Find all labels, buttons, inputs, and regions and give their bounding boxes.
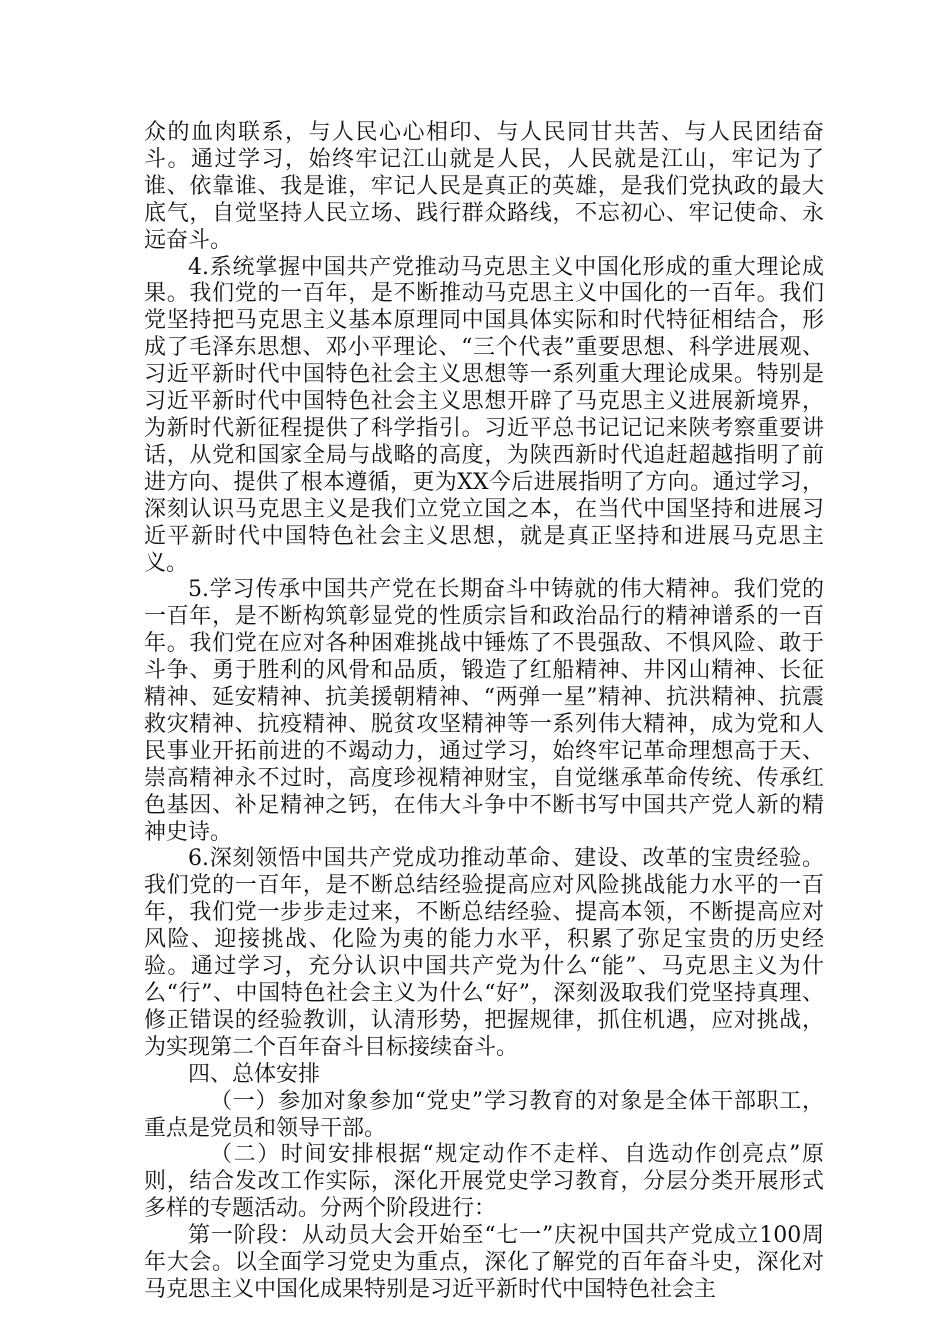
section-heading-overall-arrangement: 四、总体安排 [188, 1061, 321, 1087]
document-page [144, 120, 824, 1304]
paragraph-schedule: （二）时间安排根据“规定动作不走样、自选动作创亮点”原则，结合发改工作实际，深化开展党史学习教育，分层分类开展形式多样的专题活动。分两个阶段进行： [144, 1142, 824, 1222]
paragraph-item-6: 6.深刻领悟中国共产党成功推动革命、建设、改革的宝贵经验。我们党的一百年，是不断总结经验提高应对风险挑战能力水平的一百年，我们党一步步走过来，不断总结经验、提高本领，不断提高应对风险、迎接挑战、化险为夷的能力水平，积累了弥足宝贵的历史经验。通过学习，充分认识中国共产党为什么“能”、马克思主义为什么“行”、中国特色社会主义为什么“好”，深刻汲取我们党坚持真理、修正错误的经验教训，认清形势，把握规律，抓住机遇，应对挑战，为实现第二个百年奋斗目标接续奋斗。 [144, 846, 824, 1060]
paragraph-item-4: 4.系统掌握中国共产党推动马克思主义中国化形成的重大理论成果。我们党的一百年，是不断推动马克思主义中国化的一百年。我们党坚持把马克思主义基本原理同中国具体实际和时代特征相结合，形成了毛泽东思想、邓小平理论、“三个代表”重要思想、科学进展观、习近平新时代中国特色社会主义思想等一系列重大理论成果。特别是习近平新时代中国特色社会主义思想开辟了马克思主义进展新境界，为新时代新征程提供了科学指引。习近平总书记记记来陕考察重要讲话，从党和国家全局与战略的高度，为陕西新时代追赶超越指明了前进方向、提供了根本遵循，更为XX今后进展指明了方向。通过学习，深刻认识马克思主义是我们立党立国之本，在当代中国坚持和进展习近平新时代中国特色社会主义思想，就是真正坚持和进展马克思主义。 [144, 254, 824, 576]
paragraph-item-5: 5.学习传承中国共产党在长期奋斗中铸就的伟大精神。我们党的一百年，是不断构筑彰显党的性质宗旨和政治品行的精神谱系的一百年。我们党在应对各种困难挑战中锤炼了不畏强敌、不惧风险、敢于斗争、勇于胜利的风骨和品质，锻造了红船精神、井冈山精神、长征精神、延安精神、抗美援朝精神、“两弹一星”精神、抗洪精神、抗震救灾精神、抗疫精神、脱贫攻坚精神等一系列伟大精神，成为党和人民事业开拓前进的不竭动力，通过学习，始终牢记革命理想高于天、崇高精神永不过时，高度珍视精神财宝，自觉继承革命传统、传承红色基因、补足精神之钙，在伟大斗争中不断书写中国共产党人新的精神史诗。 [144, 577, 824, 845]
paragraph-participants: （一）参加对象参加“党史”学习教育的对象是全体干部职工，重点是党员和领导干部。 [144, 1088, 824, 1141]
paragraph-phase-one: 第一阶段：从动员大会开始至“七一”庆祝中国共产党成立100周年大会。以全面学习党史为重点，深化了解党的百年奋斗史，深化对马克思主义中国化成果特别是习近平新时代中国特色社会主 [144, 1223, 824, 1302]
paragraph-continuation: 众的血肉联系，与人民心心相印、与人民同甘共苦、与人民团结奋斗。通过学习，始终牢记江山就是人民，人民就是江山，牢记为了谁、依靠谁、我是谁，牢记人民是真正的英雄，是我们党执政的最大底气，自觉坚持人民立场、践行群众路线，不忘初心、牢记使命、永远奋斗。 [144, 120, 824, 253]
